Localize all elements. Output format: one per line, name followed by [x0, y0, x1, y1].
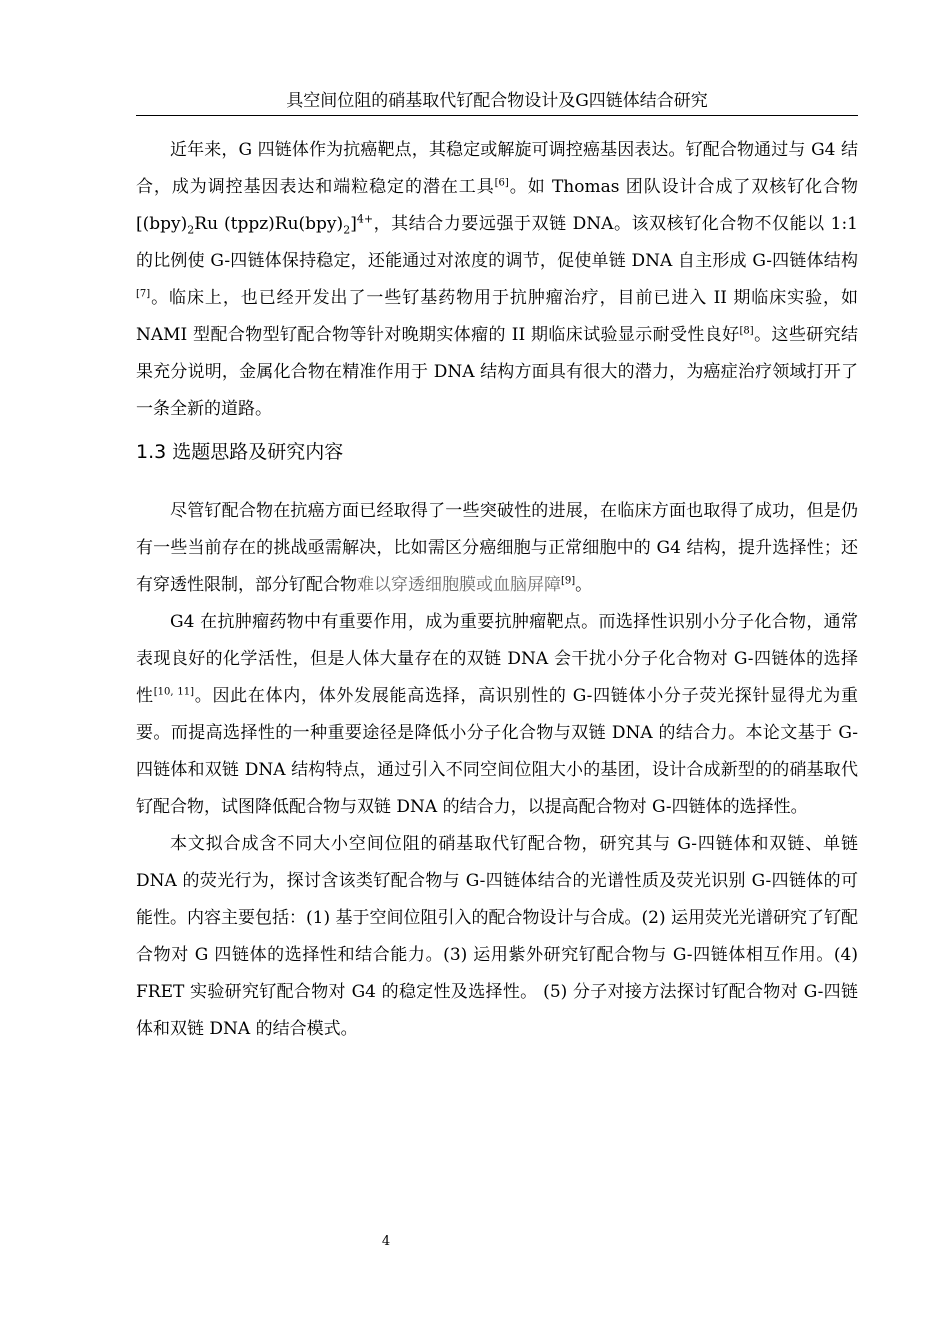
paragraph-2-text-a: 尽管钌配合物在抗癌方面已经取得了一些突破性的进展，在临床方面也取得了成功，但是仍有一些当前存在的挑战亟需解决，比如需区分癌细胞与正常细胞中的 G4 结构，提升选择性；还有穿透性限制，部分钌配合物 [136, 501, 858, 595]
paragraph-4-text-a: 本文拟合成含不同大小空间位阻的硝基取代钌配合物，研究其与 G-四链体和双链、单链 DNA 的荧光行为，探讨含该类钌配合物与 G-四链体结合的光谱性质及荧光识别 G-四链体的可能性。内容主要包括：(1) 基于空间位阻引入的配合物设计与合成。(2) 运用荧光光谱研究了钌配合物对 G 四链体的选择性和结合能力。(3) 运用紫外研究钌配合物与 G-四链体相互作用。(4) FRET 实验研究钌配合物对 G4 的稳定性及选择性。 (5) 分子对接方法探讨钌配合物对 G-四链体和双链 DNA 的结合模式。 [136, 834, 858, 1039]
citation-8: [8] [739, 325, 754, 337]
subscript-2-b: 2 [343, 223, 351, 237]
header-rule [136, 115, 858, 116]
paragraph-1 [136, 132, 858, 428]
citation-7: [7] [136, 288, 151, 300]
paragraph-1-text-g: 。这些研究结果充分说明，金属化合物在精准作用于 DNA 结构方面具有很大的潜力，为癌症治疗领域打开了一条全新的道路。 [136, 325, 858, 419]
subscript-2-a: 2 [187, 223, 195, 237]
paragraph-4 [136, 826, 858, 1048]
paragraph-1-text-d: ] [350, 214, 357, 234]
section-heading-1-3: 1.3 选题思路及研究内容 [136, 441, 344, 463]
paragraph-1-text-f: 。临床上，也已经开发出了一些钌基药物用于抗肿瘤治疗，目前已进入 II 期临床实验，如 NAMI 型配合物型钌配合物等针对晚期实体瘤的 II 期临床试验显示耐受性良好 [136, 288, 858, 345]
citation-9: [9] [561, 575, 576, 587]
paragraph-2-gray-text: 难以穿透细胞膜或血脑屏障 [357, 575, 561, 595]
paragraph-1-text-e: ，其结合力要远强于双链 DNA。该双核钌化合物不仅能以 1:1 的比例使 G-四链体保持稳定，还能通过对浓度的调节，促使单链 DNA 自主形成 G-四链体结构 [136, 214, 859, 271]
paragraph-1-text-a: 近年来，G 四链体作为抗癌靶点，其稳定或解旋可调控癌基因表达。钌配合物通过与 G4 结合，成为调控基因表达和端粒稳定的潜在工具 [136, 140, 858, 197]
paragraph-1-text-c: Ru (tppz)Ru(bpy) [194, 214, 344, 234]
citation-6: [6] [494, 177, 509, 189]
body-text [136, 132, 858, 1048]
paragraph-2 [136, 493, 858, 604]
paragraph-1-text-b: 。如 Thomas 团队设计合成了双核钌化合物 [(bpy) [136, 177, 858, 234]
paragraph-3-text-b: 。因此在体内，体外发展能高选择，高识别性的 G-四链体小分子荧光探针显得尤为重要。而提高选择性的一种重要途径是降低小分子化合物与双链 DNA 的结合力。本论文基于 G-四链体和双链 DNA 结构特点，通过引入不同空间位阻大小的基团，设计合成新型的的硝基取代钌配合物，试图降低配合物与双链 DNA 的结合力，以提高配合物对 G-四链体的选择性。 [136, 686, 859, 817]
paragraph-3 [136, 604, 858, 826]
superscript-charge: 4+ [356, 212, 374, 226]
paragraph-3-text-a: G4 在抗肿瘤药物中有重要作用，成为重要抗肿瘤靶点。而选择性识别小分子化合物，通常表现良好的化学活性，但是人体大量存在的双链 DNA 会干扰小分子化合物对 G-四链体的选择性 [136, 612, 858, 706]
citation-10-11: [10, 11] [153, 686, 195, 698]
running-header: 具空间位阻的硝基取代钌配合物设计及G四链体结合研究 [286, 91, 708, 111]
page-number: 4 [381, 1234, 391, 1249]
paragraph-2-text-b: 。 [575, 575, 593, 595]
